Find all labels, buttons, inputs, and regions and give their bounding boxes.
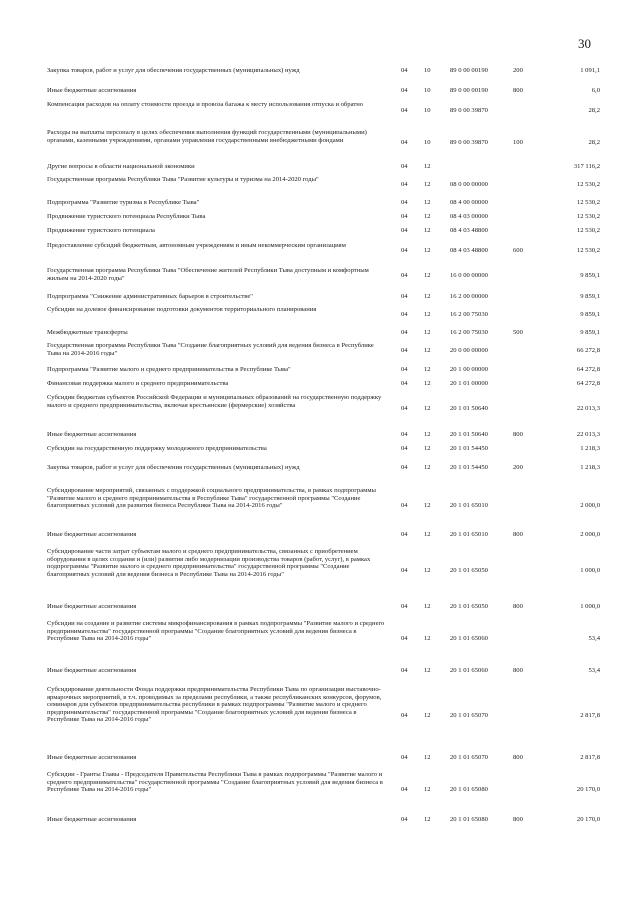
row-name: Иные бюджетные ассигнования (47, 531, 137, 538)
row-cs: 16 2 00 75030 (450, 329, 488, 336)
row-sum: 22 013,3 (576, 431, 600, 438)
row-sum: 12 530,2 (576, 199, 600, 206)
row-name: Финансовая поддержка малого и среднего предпринимательства (47, 380, 229, 387)
row-cs: 20 1 01 65080 (450, 786, 488, 793)
row-name: Подпрограмма "Развитие малого и среднего предпринимательства в Республике Тыва" (47, 366, 291, 373)
row-name: Иные бюджетные ассигнования (47, 816, 137, 823)
row-rz: 04 (401, 667, 408, 674)
row-rz: 04 (401, 67, 408, 74)
row-pr: 12 (424, 311, 431, 318)
row-name: Государственная программа Республики Тыва "Обеспечение жителей Республики Тыва доступным и комфортным жильем на 2014-2020 годы" (47, 267, 369, 282)
row-cs: 20 0 00 00000 (450, 347, 488, 354)
row-vr: 800 (513, 87, 523, 94)
row-sum: 2 817,8 (580, 712, 600, 719)
row-vr: 600 (513, 247, 523, 254)
row-pr: 12 (424, 199, 431, 206)
row-cs: 20 1 01 65060 (450, 667, 488, 674)
row-cs: 20 1 01 65070 (450, 754, 488, 761)
row-cs: 20 1 01 65050 (450, 567, 488, 574)
row-pr: 10 (424, 139, 431, 146)
row-name: Компенсация расходов на оплату стоимости проезда и провоза багажа к месту использования отпуска и обратно (47, 101, 364, 108)
row-name: Расходы на выплаты персоналу в целях обеспечения выполнения функций государственными (муниципальными) органами, казенными учреждениями, органами управления государственными внебюджетными фондами (47, 129, 367, 144)
row-vr: 200 (513, 67, 523, 74)
row-pr: 12 (424, 667, 431, 674)
row-sum: 22 013,3 (576, 405, 600, 412)
row-pr: 12 (424, 405, 431, 412)
row-name: Субсидии на долевое финансирование подготовки документов территориального планирования (47, 306, 317, 313)
row-cs: 08 4 03 48800 (450, 247, 488, 254)
row-rz: 04 (401, 786, 408, 793)
row-cs: 08 4 03 48800 (450, 227, 488, 234)
row-cs: 20 1 01 65010 (450, 531, 488, 538)
row-name: Иные бюджетные ассигнования (47, 754, 137, 761)
row-rz: 04 (401, 464, 408, 471)
row-cs: 89 0 00 39870 (450, 139, 488, 146)
row-sum: 64 272,8 (576, 366, 600, 373)
row-pr: 12 (424, 635, 431, 642)
row-sum: 1 218,3 (580, 464, 600, 471)
row-name: Субсидирование деятельности Фонда поддержки предпринимательства Республики Тыва по организации выставочно-ярмарочных мероприятий, в т.ч. проводимых за пределами республики, а также республиканских конкурсов, форумов, семинаров для субъектов предпринимательства республики в рамках подпрограммы "Развитие малого и среднего предпринимательства" государственной программы "Создание благоприятных условий для ведения бизнеса в Республике Тыва на 2014-2016 годы" (47, 686, 382, 724)
row-vr: 200 (513, 464, 523, 471)
row-name: Закупка товаров, работ и услуг для обеспечения государственных (муниципальных) нужд (47, 67, 300, 74)
row-rz: 04 (401, 199, 408, 206)
row-pr: 12 (424, 464, 431, 471)
row-sum: 1 000,0 (580, 603, 600, 610)
row-vr: 800 (513, 431, 523, 438)
row-cs: 08 4 00 00000 (450, 199, 488, 206)
row-rz: 04 (401, 603, 408, 610)
row-pr: 12 (424, 786, 431, 793)
row-pr: 12 (424, 366, 431, 373)
row-cs: 89 0 00 39870 (450, 107, 488, 114)
row-pr: 12 (424, 272, 431, 279)
row-vr: 500 (513, 329, 523, 336)
row-cs: 89 0 00 00190 (450, 87, 488, 94)
row-name: Субсидирование части затрат субъектам малого и среднего предпринимательства, связанных с приобретением оборудования в целях создания и (или) развития либо модернизации производства товаров (работ, услуг), в рамках подпрограммы "Развитие малого и среднего предпринимательства" государственной программы "Создание благоприятных условий для ведения бизнеса в Республике Тыва на 2014-2016 годы" (47, 548, 371, 578)
row-sum: 317 116,2 (573, 163, 600, 170)
row-cs: 08 4 03 00000 (450, 213, 488, 220)
row-rz: 04 (401, 431, 408, 438)
row-pr: 12 (424, 531, 431, 538)
row-name: Продвижение туристского потенциала Республики Тыва (47, 213, 206, 220)
row-rz: 04 (401, 107, 408, 114)
row-sum: 2 000,0 (580, 502, 600, 509)
row-name: Субсидии бюджетам субъектов Российской Федерации и муниципальных образований на государственную поддержку малого и среднего предпринимательства, включая крестьянские (фермерские) хозяйства (47, 394, 382, 409)
row-rz: 04 (401, 247, 408, 254)
row-sum: 9 859,1 (580, 293, 600, 300)
row-pr: 12 (424, 347, 431, 354)
row-name: Государственная программа Республики Тыва "Развитие культуры и туризма на 2014-2020 годы" (47, 176, 319, 183)
row-rz: 04 (401, 272, 408, 279)
row-pr: 12 (424, 293, 431, 300)
row-name: Иные бюджетные ассигнования (47, 87, 137, 94)
row-pr: 10 (424, 107, 431, 114)
row-rz: 04 (401, 329, 408, 336)
row-pr: 12 (424, 163, 431, 170)
row-pr: 10 (424, 67, 431, 74)
row-pr: 12 (424, 247, 431, 254)
row-rz: 04 (401, 163, 408, 170)
row-sum: 64 272,8 (576, 380, 600, 387)
row-rz: 04 (401, 87, 408, 94)
row-name: Государственная программа Республики Тыва "Создание благоприятных условий для ведения бизнеса в Республике Тыва на 2014-2016 годы" (47, 342, 374, 357)
row-rz: 04 (401, 754, 408, 761)
row-pr: 10 (424, 87, 431, 94)
row-rz: 04 (401, 311, 408, 318)
row-rz: 04 (401, 635, 408, 642)
row-rz: 04 (401, 181, 408, 188)
row-name: Субсидии на создание и развитие системы микрофинансирования в рамках подпрограммы "Развитие малого и среднего предпринимательства" государственной программы "Создание благоприятных условий для ведения бизнеса в Республике Тыва на 2014-2016 годы" (47, 620, 385, 643)
row-sum: 53,4 (588, 635, 600, 642)
row-rz: 04 (401, 366, 408, 373)
row-cs: 20 1 01 54450 (450, 464, 488, 471)
row-cs: 20 1 01 65070 (450, 712, 488, 719)
row-cs: 20 1 01 65080 (450, 816, 488, 823)
row-pr: 12 (424, 754, 431, 761)
row-sum: 9 859,1 (580, 272, 600, 279)
row-sum: 1 091,1 (580, 67, 600, 74)
row-rz: 04 (401, 712, 408, 719)
row-sum: 12 530,2 (576, 227, 600, 234)
row-cs: 20 1 01 50640 (450, 431, 488, 438)
row-cs: 20 1 01 65010 (450, 502, 488, 509)
row-vr: 100 (513, 139, 523, 146)
row-name: Иные бюджетные ассигнования (47, 431, 137, 438)
row-pr: 12 (424, 329, 431, 336)
row-pr: 12 (424, 603, 431, 610)
row-cs: 16 2 00 75030 (450, 311, 488, 318)
row-sum: 1 218,3 (580, 445, 600, 452)
row-name: Подпрограмма "Развитие туризма в Республике Тыва" (47, 199, 200, 206)
row-sum: 9 859,1 (580, 311, 600, 318)
row-name: Закупка товаров, работ и услуг для обеспечения государственных (муниципальных) нужд (47, 464, 300, 471)
row-sum: 2 000,0 (580, 531, 600, 538)
row-sum: 20 170,0 (576, 786, 600, 793)
row-rz: 04 (401, 816, 408, 823)
row-pr: 12 (424, 816, 431, 823)
row-pr: 12 (424, 502, 431, 509)
row-pr: 12 (424, 445, 431, 452)
row-rz: 04 (401, 213, 408, 220)
row-pr: 12 (424, 213, 431, 220)
page-number: 30 (578, 36, 591, 51)
row-cs: 16 2 00 00000 (450, 293, 488, 300)
row-vr: 800 (513, 816, 523, 823)
row-rz: 04 (401, 405, 408, 412)
row-sum: 12 530,2 (576, 181, 600, 188)
row-sum: 12 530,2 (576, 247, 600, 254)
row-pr: 12 (424, 567, 431, 574)
row-sum: 28,2 (588, 139, 600, 146)
row-cs: 20 1 01 65050 (450, 603, 488, 610)
row-pr: 12 (424, 227, 431, 234)
row-rz: 04 (401, 567, 408, 574)
row-sum: 12 530,2 (576, 213, 600, 220)
row-cs: 20 1 01 54450 (450, 445, 488, 452)
row-name: Иные бюджетные ассигнования (47, 603, 137, 610)
row-vr: 800 (513, 667, 523, 674)
row-sum: 20 170,0 (576, 816, 600, 823)
row-name: Субсидирование мероприятий, связанных с поддержкой социального предпринимательства, в рамках подпрограммы "Развитие малого и среднего предпринимательства в Республике Тыва" государственной программы "Создание благоприятных условий для развития бизнеса Республики Тыва на 2014-2016 годы" (47, 487, 376, 510)
row-name: Другие вопросы в области национальной экономики (47, 163, 195, 170)
row-sum: 6,0 (591, 87, 600, 94)
row-name: Межбюджетные трансферты (47, 329, 128, 336)
row-pr: 12 (424, 181, 431, 188)
row-sum: 53,4 (588, 667, 600, 674)
row-vr: 800 (513, 531, 523, 538)
row-name: Субсидии на государственную поддержку молодежного предпринимательства (47, 445, 267, 452)
row-rz: 04 (401, 380, 408, 387)
row-name: Иные бюджетные ассигнования (47, 667, 137, 674)
row-sum: 66 272,8 (576, 347, 600, 354)
row-rz: 04 (401, 139, 408, 146)
row-pr: 12 (424, 380, 431, 387)
row-pr: 12 (424, 431, 431, 438)
row-pr: 12 (424, 712, 431, 719)
row-sum: 9 859,1 (580, 329, 600, 336)
row-cs: 89 0 00 00190 (450, 67, 488, 74)
row-cs: 20 1 01 65060 (450, 635, 488, 642)
row-rz: 04 (401, 531, 408, 538)
row-name: Подпрограмма "Снижение административных барьеров в строительстве" (47, 293, 253, 300)
row-name: Субсидии - Гранты Главы - Председателя Правительства Республики Тыва в рамках подпрограммы "Развитие малого и среднего предпринимательства" государственной программы "Создание благоприятных условий для ведения бизнеса в Республике Тыва на 2014-2016 годы" (47, 771, 383, 794)
row-rz: 04 (401, 445, 408, 452)
row-rz: 04 (401, 347, 408, 354)
row-sum: 1 000,0 (580, 567, 600, 574)
row-cs: 20 1 00 00000 (450, 366, 488, 373)
row-rz: 04 (401, 293, 408, 300)
row-sum: 2 817,8 (580, 754, 600, 761)
row-sum: 28,2 (588, 107, 600, 114)
row-vr: 800 (513, 603, 523, 610)
row-cs: 20 1 01 00000 (450, 380, 488, 387)
row-rz: 04 (401, 227, 408, 234)
row-cs: 20 1 01 50640 (450, 405, 488, 412)
row-cs: 08 0 00 00000 (450, 181, 488, 188)
row-name: Продвижение туристского потенциала (47, 227, 155, 234)
row-vr: 800 (513, 754, 523, 761)
row-name: Предоставление субсидий бюджетным, автономным учреждениям и иным некоммерческим организациям (47, 242, 346, 249)
row-cs: 16 0 00 00000 (450, 272, 488, 279)
row-rz: 04 (401, 502, 408, 509)
